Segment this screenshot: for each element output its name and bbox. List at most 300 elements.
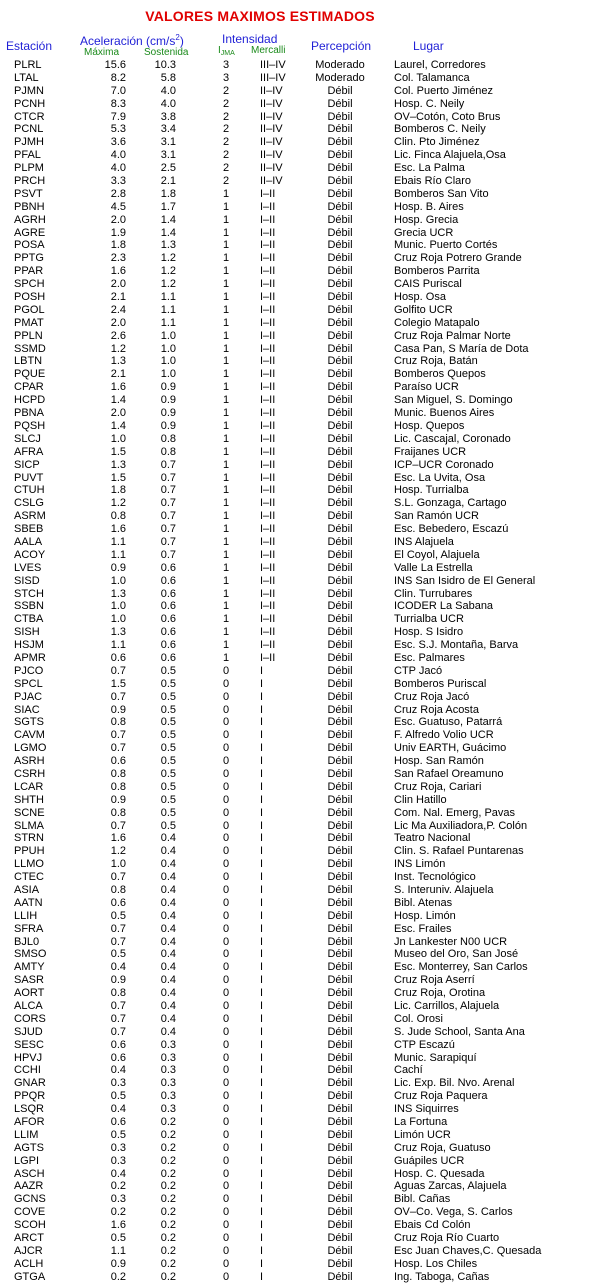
station-code: AGRE <box>14 226 46 239</box>
location: Esc. La Palma <box>394 162 465 175</box>
accel-max: 0.9 <box>110 703 126 716</box>
accel-sostenida: 2.1 <box>160 175 176 188</box>
perception: Débil <box>327 716 353 729</box>
intensity-jma: 0 <box>222 1219 230 1232</box>
intensity-mercalli: I <box>260 1051 264 1064</box>
accel-sostenida: 0.2 <box>160 1141 176 1154</box>
intensity-jma: 0 <box>222 832 230 845</box>
accel-sostenida: 0.5 <box>160 767 176 780</box>
location: Bomberos C. Neily <box>394 123 486 136</box>
table-row <box>0 304 590 317</box>
station-code: PBNH <box>14 200 45 213</box>
location: Bomberos Quepos <box>394 368 486 381</box>
accel-max: 0.7 <box>110 664 126 677</box>
accel-sostenida: 3.4 <box>160 123 176 136</box>
perception: Débil <box>327 729 353 742</box>
accel-max: 0.8 <box>110 884 126 896</box>
intensity-jma: 0 <box>222 780 230 793</box>
accel-sostenida: 1.0 <box>160 368 176 381</box>
perception: Débil <box>327 432 353 445</box>
table-row <box>0 368 590 381</box>
station-code: SISD <box>14 574 40 587</box>
table-row <box>0 420 590 433</box>
location: Cruz Roja, Orotina <box>394 987 486 1000</box>
accel-max: 0.6 <box>110 651 126 664</box>
station-code: HCPD <box>14 394 46 407</box>
table-row <box>0 265 590 278</box>
intensity-mercalli: II–IV <box>260 97 283 110</box>
station-code: PSVT <box>14 187 43 200</box>
intensity-mercalli: I–II <box>260 651 276 664</box>
perception: Débil <box>327 1180 353 1193</box>
accel-max: 0.8 <box>110 780 126 793</box>
location: San Ramón UCR <box>394 510 479 523</box>
perception: Débil <box>327 690 353 703</box>
perception: Moderado <box>315 59 365 71</box>
station-code: LSQR <box>14 1103 44 1116</box>
station-code: LLIM <box>14 1128 39 1141</box>
intensity-mercalli: I–II <box>260 407 276 420</box>
table-row <box>0 1142 590 1155</box>
accel-sostenida: 4.0 <box>160 97 176 110</box>
accel-max: 1.1 <box>110 1244 126 1257</box>
table-row <box>0 1155 590 1168</box>
location: Clin. Pto Jiménez <box>394 136 480 149</box>
location: Clin. S. Rafael Puntarenas <box>394 845 524 858</box>
intensity-jma: 0 <box>222 1257 230 1270</box>
accel-max: 15.6 <box>104 59 126 71</box>
accel-max: 1.1 <box>110 548 126 561</box>
location: Bibl. Cañas <box>394 1193 451 1206</box>
location: Hosp. S Isidro <box>394 626 464 639</box>
location: Cruz Roja Jacó <box>394 690 470 703</box>
table-row <box>0 1000 590 1013</box>
location: Ebais Río Claro <box>394 175 472 188</box>
intensity-mercalli: I–II <box>260 587 276 600</box>
perception: Débil <box>327 909 353 922</box>
accel-max: 0.7 <box>110 1025 126 1038</box>
location: Hosp. Limón <box>394 909 456 922</box>
accel-sostenida: 1.2 <box>160 252 176 265</box>
station-code: CTEC <box>14 871 44 884</box>
accel-sostenida: 0.4 <box>160 858 176 871</box>
perception: Débil <box>327 819 353 832</box>
table-row <box>0 936 590 949</box>
intensity-mercalli: I–II <box>260 497 276 510</box>
location: S. Jude School, Santa Ana <box>394 1025 525 1038</box>
station-code: PPAR <box>14 265 44 278</box>
intensity-jma: 0 <box>222 896 230 909</box>
perception: Débil <box>327 548 353 561</box>
perception: Débil <box>327 626 353 639</box>
perception: Débil <box>327 1141 353 1154</box>
perception: Débil <box>327 97 353 110</box>
location: OV–Co. Vega, S. Carlos <box>394 1206 513 1219</box>
accel-max: 0.6 <box>110 896 126 909</box>
accel-sostenida: 0.6 <box>160 574 176 587</box>
accel-max: 1.3 <box>110 626 126 639</box>
accel-sostenida: 0.2 <box>160 1116 176 1129</box>
table-row <box>0 639 590 652</box>
intensity-jma: 0 <box>222 1167 230 1180</box>
intensity-mercalli: I <box>260 871 264 884</box>
station-code: PBNA <box>14 407 44 420</box>
header-aceleracion <box>80 33 184 48</box>
accel-max: 0.8 <box>110 767 126 780</box>
intensity-mercalli: I–II <box>260 381 276 394</box>
perception: Débil <box>327 316 353 329</box>
accel-max: 1.6 <box>110 381 126 394</box>
accel-sostenida: 1.0 <box>160 342 176 355</box>
accel-sostenida: 0.4 <box>160 1012 176 1025</box>
location: ICP–UCR Coronado <box>394 458 494 471</box>
table-row <box>0 1064 590 1077</box>
station-code: CSLG <box>14 497 44 510</box>
accel-sostenida: 0.7 <box>160 471 176 484</box>
location: Esc Juan Chaves,C. Quesada <box>394 1244 542 1257</box>
location: Munic. Buenos Aires <box>394 407 495 420</box>
accel-sostenida: 0.5 <box>160 742 176 755</box>
intensity-jma: 0 <box>222 664 230 677</box>
intensity-mercalli: I <box>260 948 264 961</box>
station-code: HSJM <box>14 639 44 652</box>
accel-sostenida: 0.7 <box>160 548 176 561</box>
intensity-mercalli: I <box>260 1257 264 1270</box>
accel-sostenida: 1.8 <box>160 187 176 200</box>
intensity-mercalli: I <box>260 1025 264 1038</box>
table-row <box>0 1013 590 1026</box>
perception: Débil <box>327 175 353 188</box>
intensity-jma: 1 <box>222 303 230 316</box>
intensity-mercalli: I <box>260 1232 264 1245</box>
intensity-jma: 1 <box>222 510 230 523</box>
location: San Miguel, S. Domingo <box>394 394 513 407</box>
station-code: SESC <box>14 1038 44 1051</box>
intensity-mercalli: I <box>260 909 264 922</box>
accel-max: 1.3 <box>110 587 126 600</box>
station-code: ALCA <box>14 1000 43 1013</box>
accel-sostenida: 3.8 <box>160 110 176 123</box>
table-row <box>0 123 590 136</box>
location: Laurel, Corredores <box>394 59 486 71</box>
station-code: PPTG <box>14 252 44 265</box>
station-code: SISH <box>14 626 40 639</box>
table-row <box>0 98 590 111</box>
table-row <box>0 497 590 510</box>
accel-max: 1.5 <box>110 471 126 484</box>
location: Col. Puerto Jiménez <box>394 84 494 97</box>
location: Cruz Roja, Guatuso <box>394 1141 491 1154</box>
header-percepcion: Percepción <box>311 39 372 53</box>
table-row <box>0 1039 590 1052</box>
accel-max: 0.8 <box>110 987 126 1000</box>
accel-sostenida: 1.2 <box>160 265 176 278</box>
accel-max: 4.0 <box>110 149 126 162</box>
station-code: SSBN <box>14 600 44 613</box>
perception: Débil <box>327 484 353 497</box>
accel-sostenida: 0.3 <box>160 1051 176 1064</box>
location: Cruz Roja, Cariari <box>394 780 482 793</box>
accel-max: 2.0 <box>110 278 126 291</box>
intensity-jma: 1 <box>222 458 230 471</box>
station-code: LLMO <box>14 858 44 871</box>
intensity-mercalli: I <box>260 935 264 948</box>
location: Golfito UCR <box>394 303 453 316</box>
station-code: SPCH <box>14 278 45 291</box>
station-code: AFOR <box>14 1116 45 1129</box>
table-row <box>0 794 590 807</box>
location: Hosp. Turrialba <box>394 484 469 497</box>
perception: Débil <box>327 123 353 136</box>
location: Guápiles UCR <box>394 1154 465 1167</box>
perception: Débil <box>327 845 353 858</box>
accel-sostenida: 0.2 <box>160 1244 176 1257</box>
table-row <box>0 961 590 974</box>
intensity-jma: 0 <box>222 677 230 690</box>
table-row <box>0 871 590 884</box>
intensity-jma: 0 <box>222 703 230 716</box>
location: Cruz Roja Acosta <box>394 703 479 716</box>
accel-max: 0.5 <box>110 1090 126 1103</box>
table-row <box>0 665 590 678</box>
intensity-jma: 0 <box>222 1193 230 1206</box>
accel-sostenida: 0.2 <box>160 1219 176 1232</box>
accel-max: 4.0 <box>110 162 126 175</box>
accel-max: 0.9 <box>110 793 126 806</box>
intensity-jma: 1 <box>222 291 230 304</box>
station-code: PCNL <box>14 123 44 136</box>
location: Ing. Taboga, Cañas <box>394 1270 490 1283</box>
location: Col. Orosi <box>394 1012 443 1025</box>
intensity-mercalli: I <box>260 742 264 755</box>
intensity-jma: 0 <box>222 935 230 948</box>
table-row <box>0 1180 590 1193</box>
perception: Débil <box>327 1167 353 1180</box>
accel-max: 2.1 <box>110 291 126 304</box>
accel-sostenida: 0.8 <box>160 445 176 458</box>
accel-max: 2.3 <box>110 252 126 265</box>
table-row <box>0 1116 590 1129</box>
perception: Débil <box>327 1077 353 1090</box>
station-code: PQSH <box>14 419 46 432</box>
location: OV–Cotón, Coto Brus <box>394 110 501 123</box>
intensity-jma: 1 <box>222 213 230 226</box>
location: Clin. Turrubares <box>394 587 473 600</box>
perception: Débil <box>327 84 353 97</box>
location: Esc. Monterrey, San Carlos <box>394 961 528 974</box>
accel-max: 0.8 <box>110 510 126 523</box>
intensity-jma: 1 <box>222 381 230 394</box>
station-code: PMAT <box>14 316 44 329</box>
location: Cachí <box>394 1064 423 1077</box>
accel-max: 1.9 <box>110 226 126 239</box>
station-code: ACLH <box>14 1257 44 1270</box>
accel-max: 2.4 <box>110 303 126 316</box>
station-code: SFRA <box>14 922 44 935</box>
station-code: PQUE <box>14 368 46 381</box>
station-code: LGPI <box>14 1154 40 1167</box>
header-intensidad: Intensidad <box>222 32 278 46</box>
station-code: LBTN <box>14 355 43 368</box>
intensity-mercalli: I <box>260 703 264 716</box>
accel-max: 1.2 <box>110 845 126 858</box>
intensity-mercalli: I–II <box>260 419 276 432</box>
location: Cruz Roja Potrero Grande <box>394 252 522 265</box>
intensity-jma: 0 <box>222 948 230 961</box>
intensity-mercalli: I <box>260 1180 264 1193</box>
intensity-mercalli: I–II <box>260 226 276 239</box>
intensity-mercalli: I–II <box>260 639 276 652</box>
table-row <box>0 948 590 961</box>
location: CAIS Puriscal <box>394 278 462 291</box>
location: Cruz Roja Palmar Norte <box>394 329 511 342</box>
table-row <box>0 484 590 497</box>
location: Bomberos San Vito <box>394 187 489 200</box>
table-row <box>0 820 590 833</box>
perception: Débil <box>327 1219 353 1232</box>
intensity-jma: 1 <box>222 432 230 445</box>
perception: Débil <box>327 187 353 200</box>
intensity-jma: 0 <box>222 1038 230 1051</box>
accel-sostenida: 1.0 <box>160 329 176 342</box>
table-row <box>0 459 590 472</box>
accel-sostenida: 0.5 <box>160 793 176 806</box>
table-row <box>0 562 590 575</box>
perception: Débil <box>327 407 353 420</box>
accel-max: 3.6 <box>110 136 126 149</box>
intensity-jma: 1 <box>222 484 230 497</box>
station-code: GTGA <box>14 1270 46 1283</box>
station-code: CTCR <box>14 110 45 123</box>
table-row <box>0 1245 590 1258</box>
accel-max: 0.3 <box>110 1193 126 1206</box>
accel-max: 0.3 <box>110 1077 126 1090</box>
station-code: LTAL <box>14 71 39 84</box>
station-code: CPAR <box>14 381 44 394</box>
accel-sostenida: 0.9 <box>160 407 176 420</box>
intensity-jma: 0 <box>222 1270 230 1283</box>
table-row <box>0 330 590 343</box>
table-row <box>0 162 590 175</box>
header-aceleracion-close: ) <box>179 34 184 48</box>
perception: Débil <box>327 1116 353 1129</box>
station-code: ASIA <box>14 884 40 896</box>
perception: Débil <box>327 458 353 471</box>
intensity-jma: 0 <box>222 961 230 974</box>
intensity-mercalli: I <box>260 884 264 896</box>
perception: Débil <box>327 613 353 626</box>
table-row <box>0 716 590 729</box>
table-row <box>0 910 590 923</box>
intensity-mercalli: I <box>260 1128 264 1141</box>
intensity-jma: 0 <box>222 729 230 742</box>
table-row <box>0 201 590 214</box>
accel-max: 0.7 <box>110 922 126 935</box>
station-code: AATN <box>14 896 43 909</box>
station-code: PRCH <box>14 175 46 188</box>
perception: Débil <box>327 961 353 974</box>
table-row <box>0 832 590 845</box>
accel-sostenida: 0.4 <box>160 832 176 845</box>
station-code: CSRH <box>14 767 46 780</box>
intensity-mercalli: I–II <box>260 458 276 471</box>
accel-sostenida: 0.4 <box>160 845 176 858</box>
accel-sostenida: 0.6 <box>160 613 176 626</box>
perception: Débil <box>327 1090 353 1103</box>
perception: Débil <box>327 1193 353 1206</box>
location: INS San Isidro de El General <box>394 574 536 587</box>
perception: Débil <box>327 858 353 871</box>
accel-max: 0.5 <box>110 1128 126 1141</box>
perception: Débil <box>327 664 353 677</box>
intensity-jma: 0 <box>222 1232 230 1245</box>
station-code: SPCL <box>14 677 43 690</box>
accel-sostenida: 3.1 <box>160 136 176 149</box>
perception: Débil <box>327 419 353 432</box>
station-code: STCH <box>14 587 44 600</box>
intensity-jma: 0 <box>222 1116 230 1129</box>
intensity-mercalli: I–II <box>260 510 276 523</box>
intensity-jma: 0 <box>222 1090 230 1103</box>
table-row <box>0 85 590 98</box>
intensity-jma: 0 <box>222 806 230 819</box>
accel-max: 0.7 <box>110 819 126 832</box>
station-code: LVES <box>14 561 42 574</box>
location: Aguas Zarcas, Alajuela <box>394 1180 507 1193</box>
intensity-mercalli: I <box>260 1244 264 1257</box>
perception: Débil <box>327 639 353 652</box>
accel-sostenida: 0.6 <box>160 639 176 652</box>
accel-max: 4.5 <box>110 200 126 213</box>
accel-sostenida: 0.7 <box>160 497 176 510</box>
accel-sostenida: 0.4 <box>160 961 176 974</box>
station-code: CORS <box>14 1012 46 1025</box>
intensity-jma: 0 <box>222 1141 230 1154</box>
header-aceleracion-text: Aceleración (cm/s <box>80 34 176 48</box>
accel-sostenida: 0.5 <box>160 690 176 703</box>
station-code: SIAC <box>14 703 40 716</box>
location: Esc. La Uvita, Osa <box>394 471 486 484</box>
intensity-mercalli: I <box>260 1064 264 1077</box>
location: Fraijanes UCR <box>394 445 467 458</box>
perception: Débil <box>327 303 353 316</box>
perception: Débil <box>327 1257 353 1270</box>
station-code: AAZR <box>14 1180 44 1193</box>
intensity-mercalli: I <box>260 793 264 806</box>
station-code: PJMH <box>14 136 44 149</box>
perception: Moderado <box>315 71 365 84</box>
intensity-jma: 0 <box>222 1180 230 1193</box>
accel-max: 0.7 <box>110 690 126 703</box>
intensity-jma: 1 <box>222 471 230 484</box>
station-code: SCOH <box>14 1219 46 1232</box>
accel-sostenida: 0.4 <box>160 974 176 987</box>
intensity-mercalli: II–IV <box>260 175 283 188</box>
intensity-jma: 0 <box>222 755 230 768</box>
accel-sostenida: 0.3 <box>160 1090 176 1103</box>
accel-sostenida: 1.4 <box>160 226 176 239</box>
intensity-jma: 1 <box>222 407 230 420</box>
intensity-jma: 1 <box>222 497 230 510</box>
table-row <box>0 704 590 717</box>
accel-max: 0.5 <box>110 909 126 922</box>
location: Clin Hatillo <box>394 793 447 806</box>
table-row <box>0 742 590 755</box>
station-code: ASRH <box>14 755 45 768</box>
table-row <box>0 1052 590 1065</box>
location: Col. Talamanca <box>394 71 470 84</box>
header-ijma <box>218 45 235 57</box>
